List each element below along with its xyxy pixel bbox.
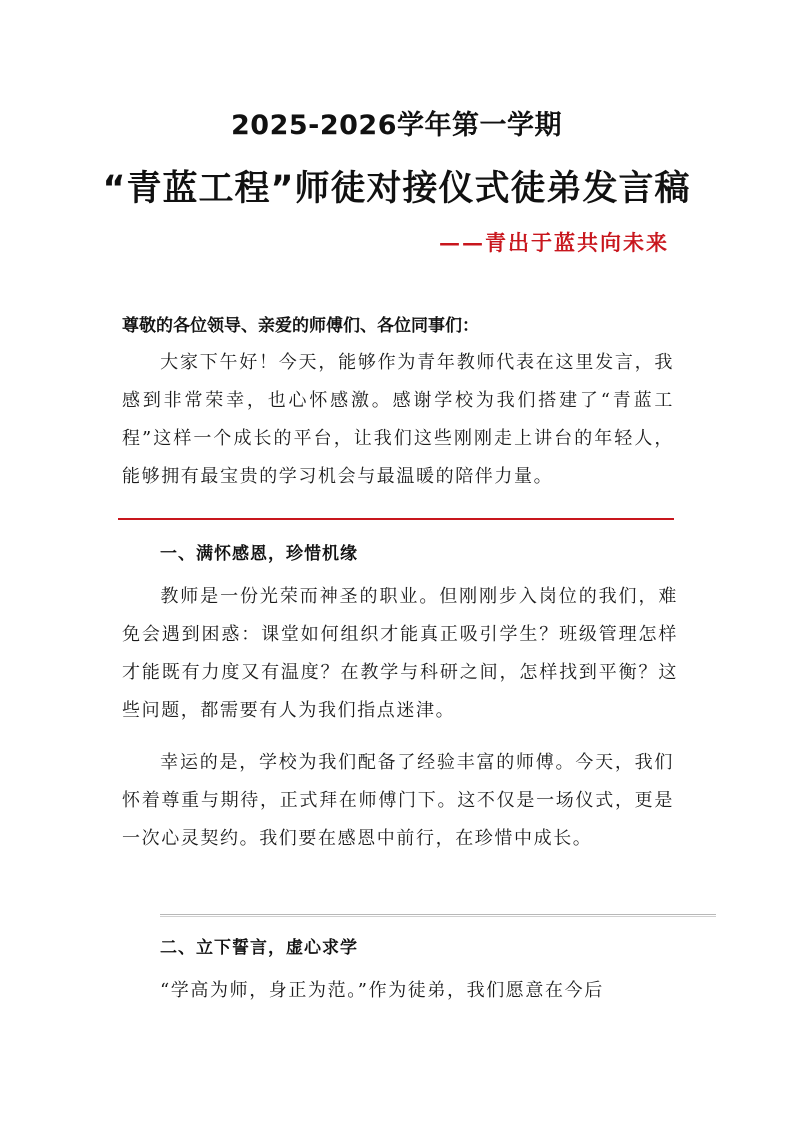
gray-divider — [160, 914, 716, 917]
title-term: 2025-2026学年第一学期 — [231, 110, 562, 141]
paragraph-section2 — [122, 972, 674, 1010]
paragraph-section1-a — [122, 578, 678, 730]
paragraph-intro-text: 大家下午好！今天，能够作为青年教师代表在这里发言，我感到非常荣幸，也心怀感激。感谢学校为我们搭建了“青蓝工程”这样一个成长的平台，让我们这些刚刚走上讲台的年轻人，能够拥有最宝贵的学习机会与最温暖的陪伴力量。 — [122, 352, 674, 487]
paragraph-section1-a-text: 教师是一份光荣而神圣的职业。但刚刚步入岗位的我们，难免会遇到困惑：课堂如何组织才能真正吸引学生？班级管理怎样才能既有力度又有温度？在教学与科研之间，怎样找到平衡？这些问题，都需要有人为我们指点迷津。 — [122, 586, 678, 721]
salutation: 尊敬的各位领导、亲爱的师傅们、各位同事们： — [122, 316, 479, 336]
red-divider — [118, 518, 674, 520]
paragraph-section2-text: “学高为师，身正为范。”作为徒弟，我们愿意在今后 — [160, 980, 604, 1001]
subtitle: ——青出于蓝共向未来 — [439, 230, 669, 255]
section-heading-2: 二、立下誓言，虚心求学 — [160, 938, 358, 958]
section-heading-1: 一、满怀感恩，珍惜机缘 — [160, 544, 358, 564]
paragraph-section1-b — [122, 744, 674, 858]
paragraph-section1-b-text: 幸运的是，学校为我们配备了经验丰富的师傅。今天，我们怀着尊重与期待，正式拜在师傅门下。这不仅是一场仪式，更是一次心灵契约。我们要在感恩中前行，在珍惜中成长。 — [122, 752, 674, 849]
paragraph-intro — [122, 344, 674, 496]
title-main: “青蓝工程”师徒对接仪式徒弟发言稿 — [102, 169, 691, 209]
